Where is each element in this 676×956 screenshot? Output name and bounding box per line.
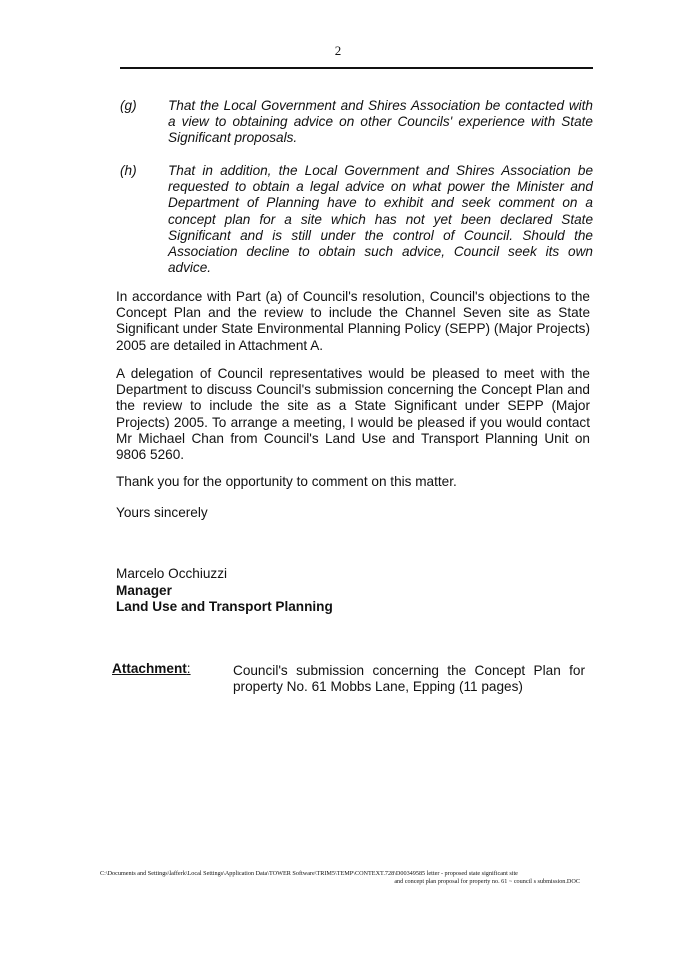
- signatory-name: Marcelo Occhiuzzi: [116, 566, 228, 581]
- paragraph-thanks: Thank you for the opportunity to comment on this matter.: [116, 474, 457, 489]
- page-number: 2: [334, 43, 342, 58]
- closing-text: Yours sincerely: [116, 505, 208, 520]
- attachment-label-text: Attachment: [112, 661, 187, 676]
- list-item-h: [118, 163, 593, 276]
- attachment-colon: :: [186, 661, 191, 676]
- header-rule: [120, 67, 593, 69]
- item-label: (g): [120, 98, 137, 113]
- signatory-title: Manager: [116, 582, 172, 598]
- footer-line-2: and concept plan proposal for property no. 61 ~ council s submission.DOC: [394, 878, 580, 885]
- signature-block: [116, 566, 333, 616]
- item-text: That in addition, the Local Government and Shires Association be requested to obtain a legal advice on what power the Minister and Department of Planning have to exhibit and seek comment on a concept plan for a site which has not yet been declared State Significant and is still under the control of Council. Should the Association decline to obtain such advice, Council seek its own advice.: [168, 163, 593, 276]
- attachment-label: [112, 661, 191, 676]
- paragraph-accordance: In accordance with Part (a) of Council's resolution, Council's objections to the Concept Plan and the review to include the Channel Seven site as State Significant under State Environmental Planning Policy (SEPP) (Major Projects) 2005 are detailed in Attachment A.: [116, 289, 590, 353]
- item-text: That the Local Government and Shires Association be contacted with a view to obtaining advice on other Councils' experience with State Significant proposals.: [168, 98, 593, 146]
- footer-line-1: C:\Documents and Settings\lafferk\Local Settings\Application Data\TOWER Software\TRIM5\TEMP\CONTEXT.728\D00349585 letter - proposed state significant site: [100, 870, 518, 877]
- paragraph-delegation: A delegation of Council representatives would be pleased to meet with the Department to discuss Council's submission concerning the Concept Plan and the review to include the site as a State Significant under SEPP (Major Projects) 2005. To arrange a meeting, I would be pleased if you would contact Mr Michael Chan from Council's Land Use and Transport Planning Unit on 9806 5260.: [116, 366, 590, 463]
- list-item-g: [118, 98, 593, 147]
- footer-path: [100, 870, 580, 886]
- signatory-unit: Land Use and Transport Planning: [116, 599, 333, 614]
- attachment-description: Council's submission concerning the Concept Plan for property No. 61 Mobbs Lane, Epping (11 pages): [233, 663, 585, 695]
- item-label: (h): [120, 163, 137, 178]
